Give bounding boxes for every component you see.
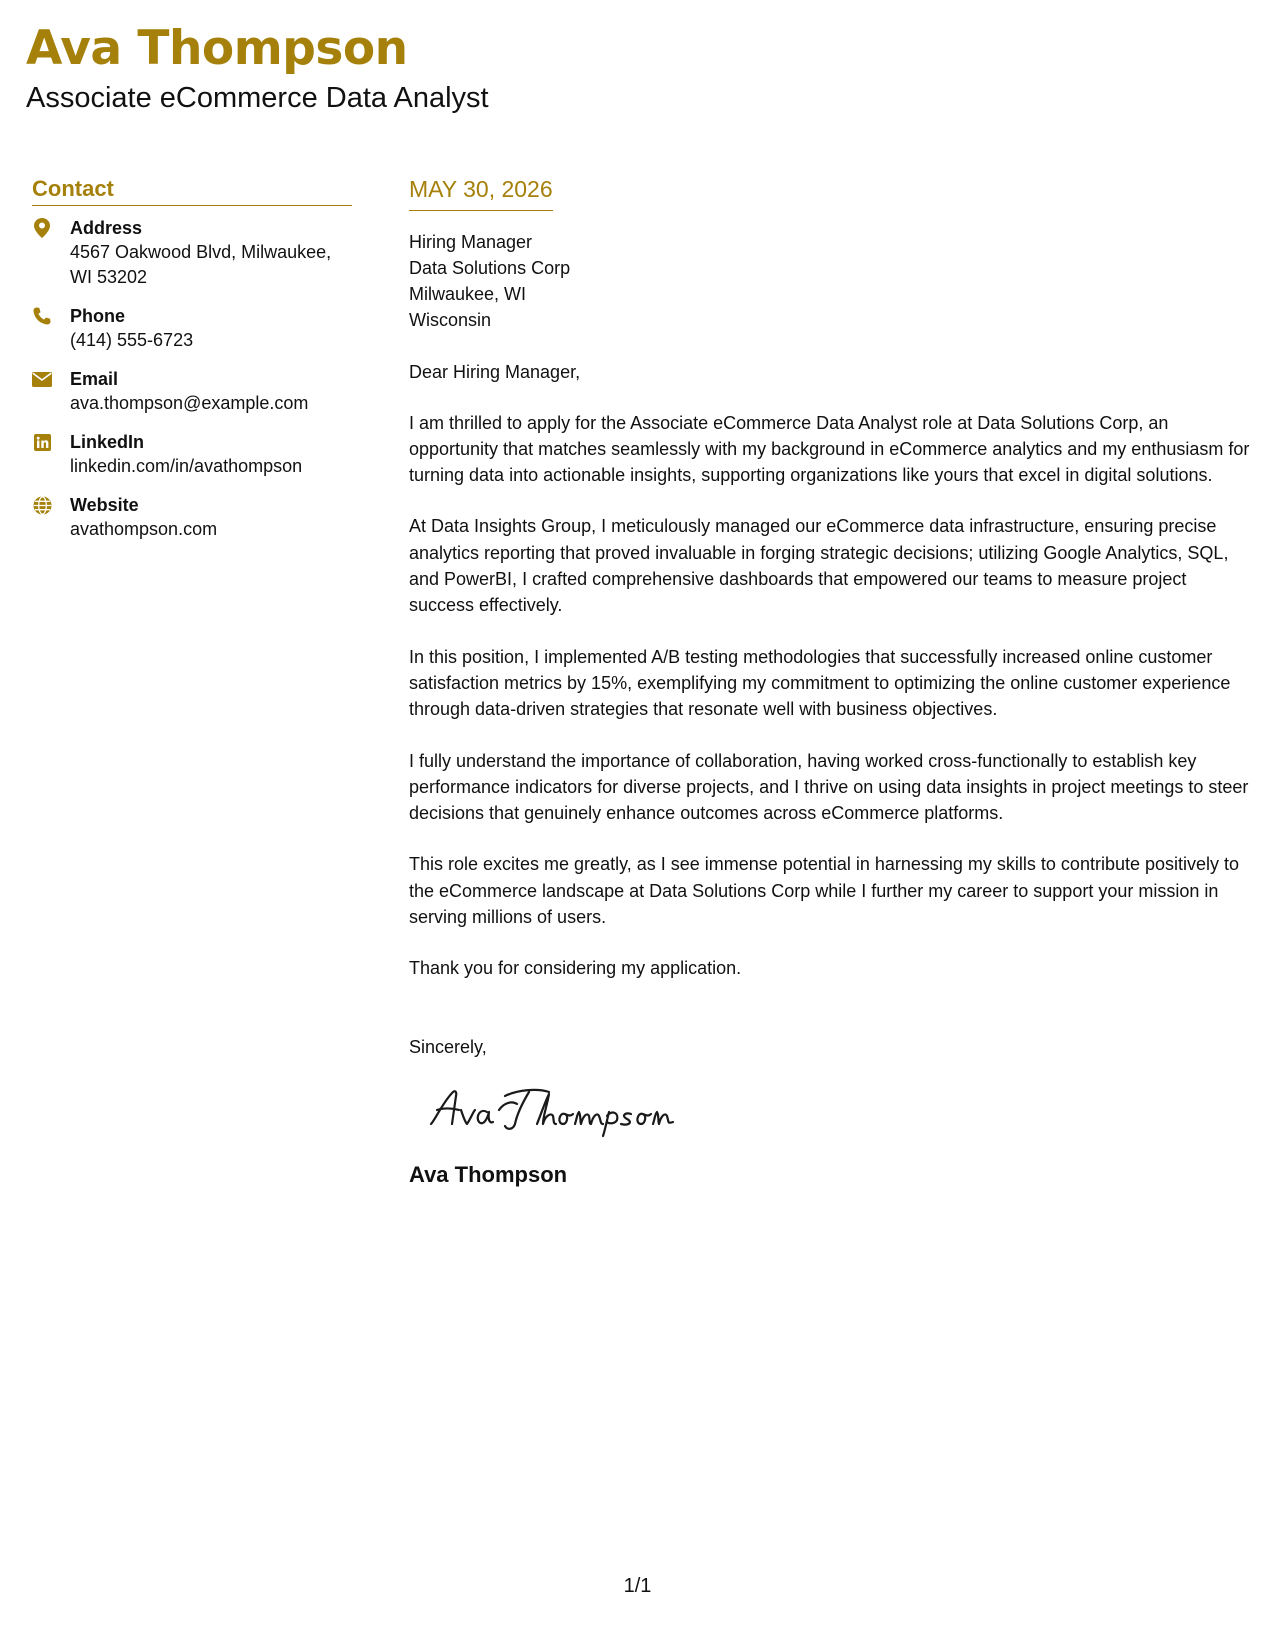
applicant-name: Ava Thompson <box>26 21 408 76</box>
envelope-icon <box>32 369 52 389</box>
contact-value[interactable]: linkedin.com/in/avathompson <box>70 456 303 477</box>
contact-value: WI 53202 <box>70 267 148 288</box>
recipient-line: Milwaukee, WI <box>409 283 527 304</box>
contact-label: LinkedIn <box>70 432 145 453</box>
contact-value: ava.thompson@example.com <box>70 393 309 414</box>
recipient-line: Data Solutions Corp <box>409 257 571 278</box>
contact-label: Address <box>70 218 143 239</box>
body-paragraph: This role excites me greatly, as I see immense potential in harnessing my skills to contribute positively to the eCommerce landscape at Data Solutions Corp while I further my career to support your mission in serving millions of users. <box>409 854 1240 928</box>
recipient-line: Wisconsin <box>409 309 492 330</box>
recipient-block <box>409 229 1251 333</box>
job-headline: Associate eCommerce Data Analyst <box>26 82 489 114</box>
contact-list <box>32 216 352 542</box>
contact-label: Phone <box>70 306 126 327</box>
contact-item-linkedin <box>32 430 352 479</box>
contact-sidebar <box>32 176 352 556</box>
handwritten-signature <box>425 1080 685 1140</box>
map-pin-icon <box>32 218 52 238</box>
recipient-line: Hiring Manager <box>409 231 533 252</box>
salutation: Dear Hiring Manager, <box>409 361 581 382</box>
page-number: 1/1 <box>623 1575 652 1597</box>
cover-letter-body <box>409 176 1251 1189</box>
signed-name: Ava Thompson <box>409 1161 568 1187</box>
contact-label: Website <box>70 495 139 516</box>
globe-icon <box>32 495 52 515</box>
contact-item-email <box>32 367 352 416</box>
contact-value: 4567 Oakwood Blvd, Milwaukee, <box>70 242 332 263</box>
contact-item-website <box>32 493 352 542</box>
closing-line: Sincerely, <box>409 1036 487 1057</box>
letter-date: MAY 30, 2026 <box>409 176 553 211</box>
body-paragraph: At Data Insights Group, I meticulously managed our eCommerce data infrastructure, ensuring precise analytics reporting that proved invaluable in forging strategic decisions; utilizing Google Analytics, SQL, and PowerBI, I crafted comprehensive dashboards that empowered our teams to measure project success effectively. <box>409 516 1229 616</box>
contact-label: Email <box>70 369 119 390</box>
body-paragraph: In this position, I implemented A/B testing methodologies that successfully increased online customer satisfaction metrics by 15%, exemplifying my commitment to optimizing the online customer experience through data-driven strategies that resonate well with business objectives. <box>409 646 1231 720</box>
linkedin-icon <box>32 432 52 452</box>
body-paragraph: Thank you for considering my application. <box>409 958 742 979</box>
contact-item-phone <box>32 304 352 353</box>
body-paragraph: I fully understand the importance of collaboration, having worked cross-functionally to establish key performance indicators for diverse projects, and I thrive on using data insights in project meetings to steer decisions that genuinely enhance outcomes across eCommerce platforms. <box>409 750 1249 824</box>
contact-value[interactable]: avathompson.com <box>70 519 218 540</box>
contact-item-address <box>32 216 352 290</box>
phone-icon <box>32 306 52 326</box>
contact-value: (414) 555-6723 <box>70 330 194 351</box>
body-paragraph: I am thrilled to apply for the Associate eCommerce Data Analyst role at Data Solutions Corp, an opportunity that matches seamlessly with my background in eCommerce analytics and my enthusiasm for turning data into actionable insights, supporting organizations like yours that excel in digital solutions. <box>409 412 1250 486</box>
contact-section-title: Contact <box>32 176 352 206</box>
